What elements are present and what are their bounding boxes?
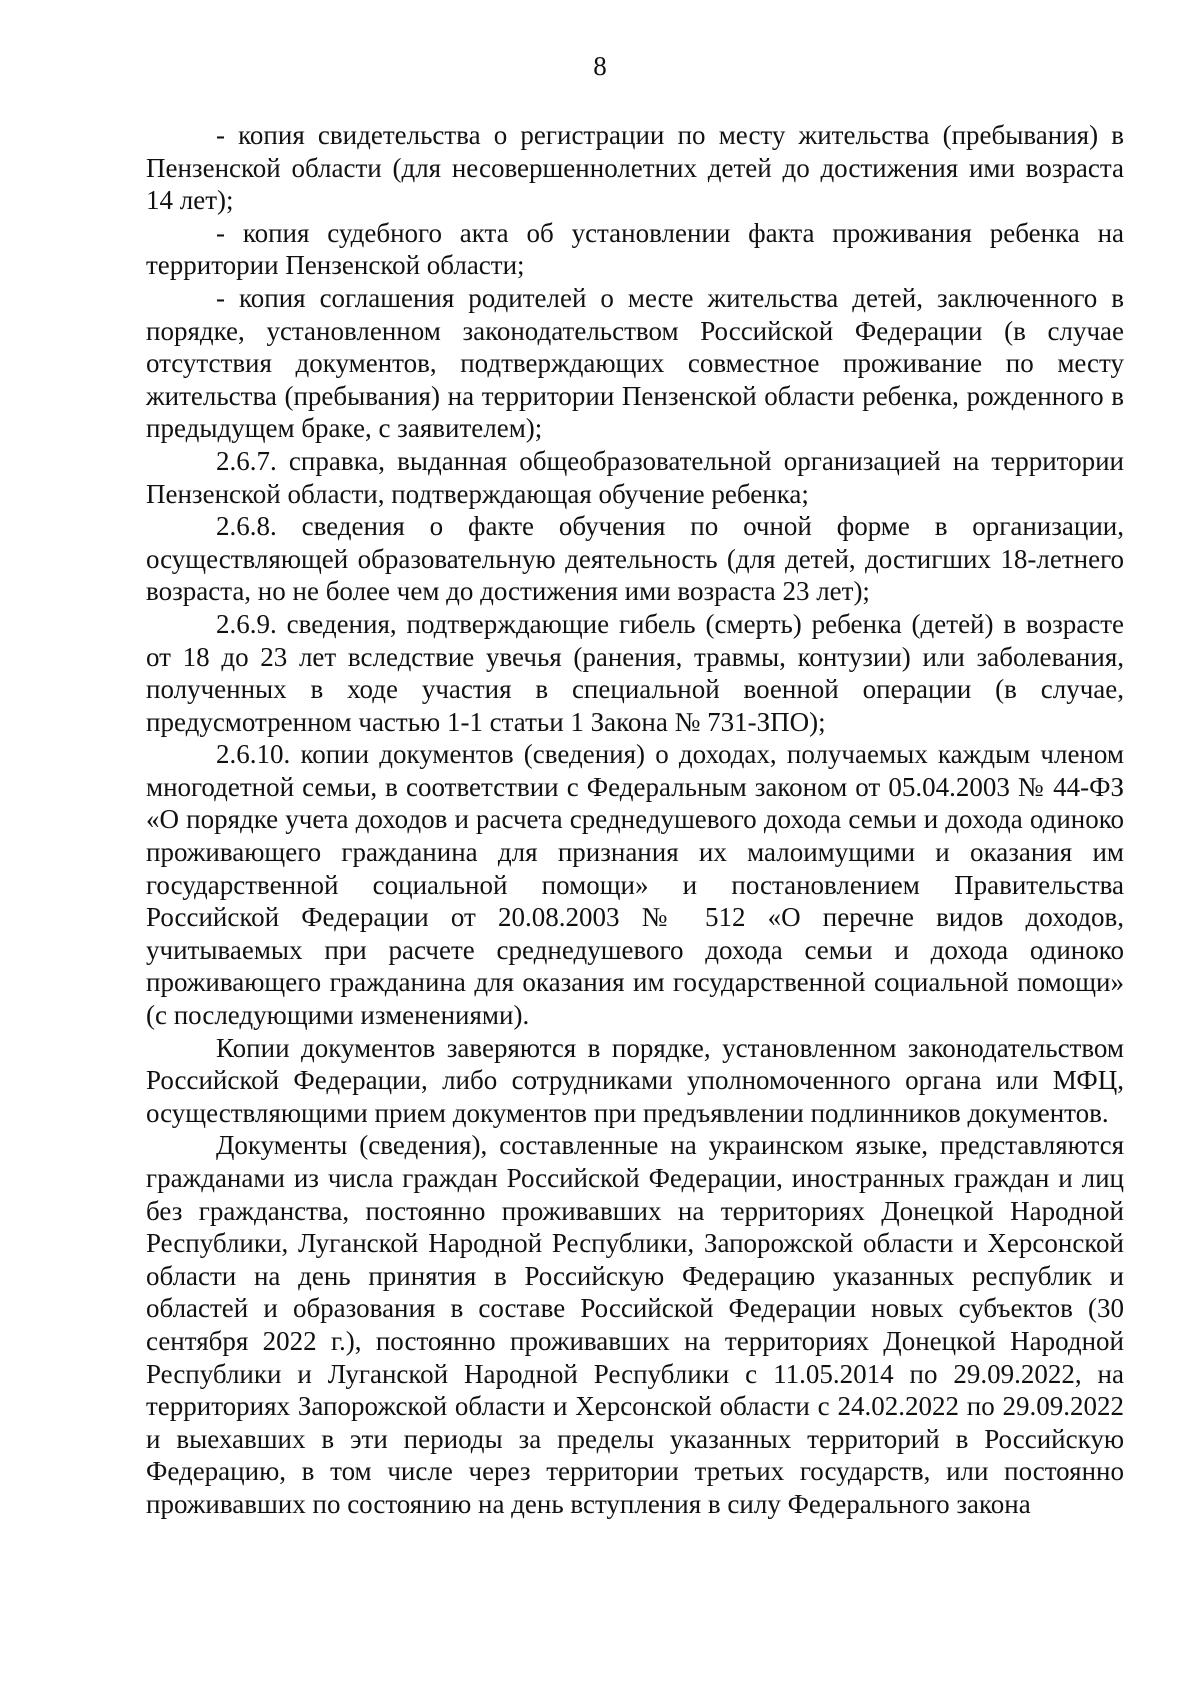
page-number: 8 [593, 51, 607, 81]
paragraph-court-act: - копия судебного акта об установлении факта проживания ребенка на территории Пензенской области; [146, 217, 1124, 281]
paragraph-registration-certificate: - копия свидетельства о регистрации по месту жительства (пребывания) в Пензенской области (для несовершеннолетних детей до достижения ими возраста 14 лет); [146, 120, 1124, 216]
paragraph-2-6-10: 2.6.10. копии документов (сведения) о доходах, получаемых каждым членом многодетной семьи, в соответствии с Федеральным законом от 05.04.2003 № 44-ФЗ «О порядке учета доходов и расчета среднедушевого дохода семьи и дохода одиноко проживающего гражданина для признания их малоимущими и оказания им государственной социальной помощи» и постановлением Правительства Российской Федерации от 20.08.2003 № 512 «О перечне видов доходов, учитываемых при расчете среднедушевого дохода семьи и дохода одиноко проживающего гражданина для оказания им государственной социальной помощи» (с последующими изменениями). [146, 739, 1124, 1031]
paragraph-copies-certification: Копии документов заверяются в порядке, установленном законодательством Российской Федерации, либо сотрудниками уполномоченного органа или МФЦ, осуществляющими прием документов при предъявлении подлинников документов. [146, 1032, 1124, 1128]
paragraph-parents-agreement: - копия соглашения родителей о месте жительства детей, заключенного в порядке, установленном законодательством Российской Федерации (в случае отсутствия документов, подтверждающих совместное проживание по месту жительства (пребывания) на территории Пензенской области ребенка, рожденного в предыдущем браке, с заявителем); [146, 282, 1124, 444]
paragraph-2-6-8: 2.6.8. сведения о факте обучения по очной форме в организации, осуществляющей образовательную деятельность (для детей, достигших 18-летнего возраста, но не более чем до достижения ими возраста 23 лет); [146, 511, 1124, 607]
paragraph-2-6-9: 2.6.9. сведения, подтверждающие гибель (смерть) ребенка (детей) в возрасте от 18 до 23 лет вследствие увечья (ранения, травмы, контузии) или заболевания, полученных в ходе участия в специальной военной операции (в случае, предусмотренном частью 1-1 статьи 1 Закона № 731-ЗПО); [146, 608, 1124, 737]
paragraph-2-6-7: 2.6.7. справка, выданная общеобразовательной организацией на территории Пензенской области, подтверждающая обучение ребенка; [146, 445, 1124, 509]
document-body [146, 119, 1124, 1521]
paragraph-ukrainian-documents: Документы (сведения), составленные на украинском языке, представляются гражданами из числа граждан Российской Федерации, иностранных граждан и лиц без гражданства, постоянно проживавших на территориях Донецкой Народной Республики, Луганской Народной Республики, Запорожской области и Херсонской области на день принятия в Российскую Федерацию указанных республик и областей и образования в составе Российской Федерации новых субъектов (30 сентября 2022 г.), постоянно проживавших на территориях Донецкой Народной Республики и Луганской Народной Республики с 11.05.2014 по 29.09.2022, на территориях Запорожской области и Херсонской области с 24.02.2022 по 29.09.2022 и выехавших в эти периоды за пределы указанных территорий в Российскую Федерацию, в том числе через территории третьих государств, или постоянно проживавших по состоянию на день вступления в силу Федерального закона [146, 1130, 1124, 1519]
